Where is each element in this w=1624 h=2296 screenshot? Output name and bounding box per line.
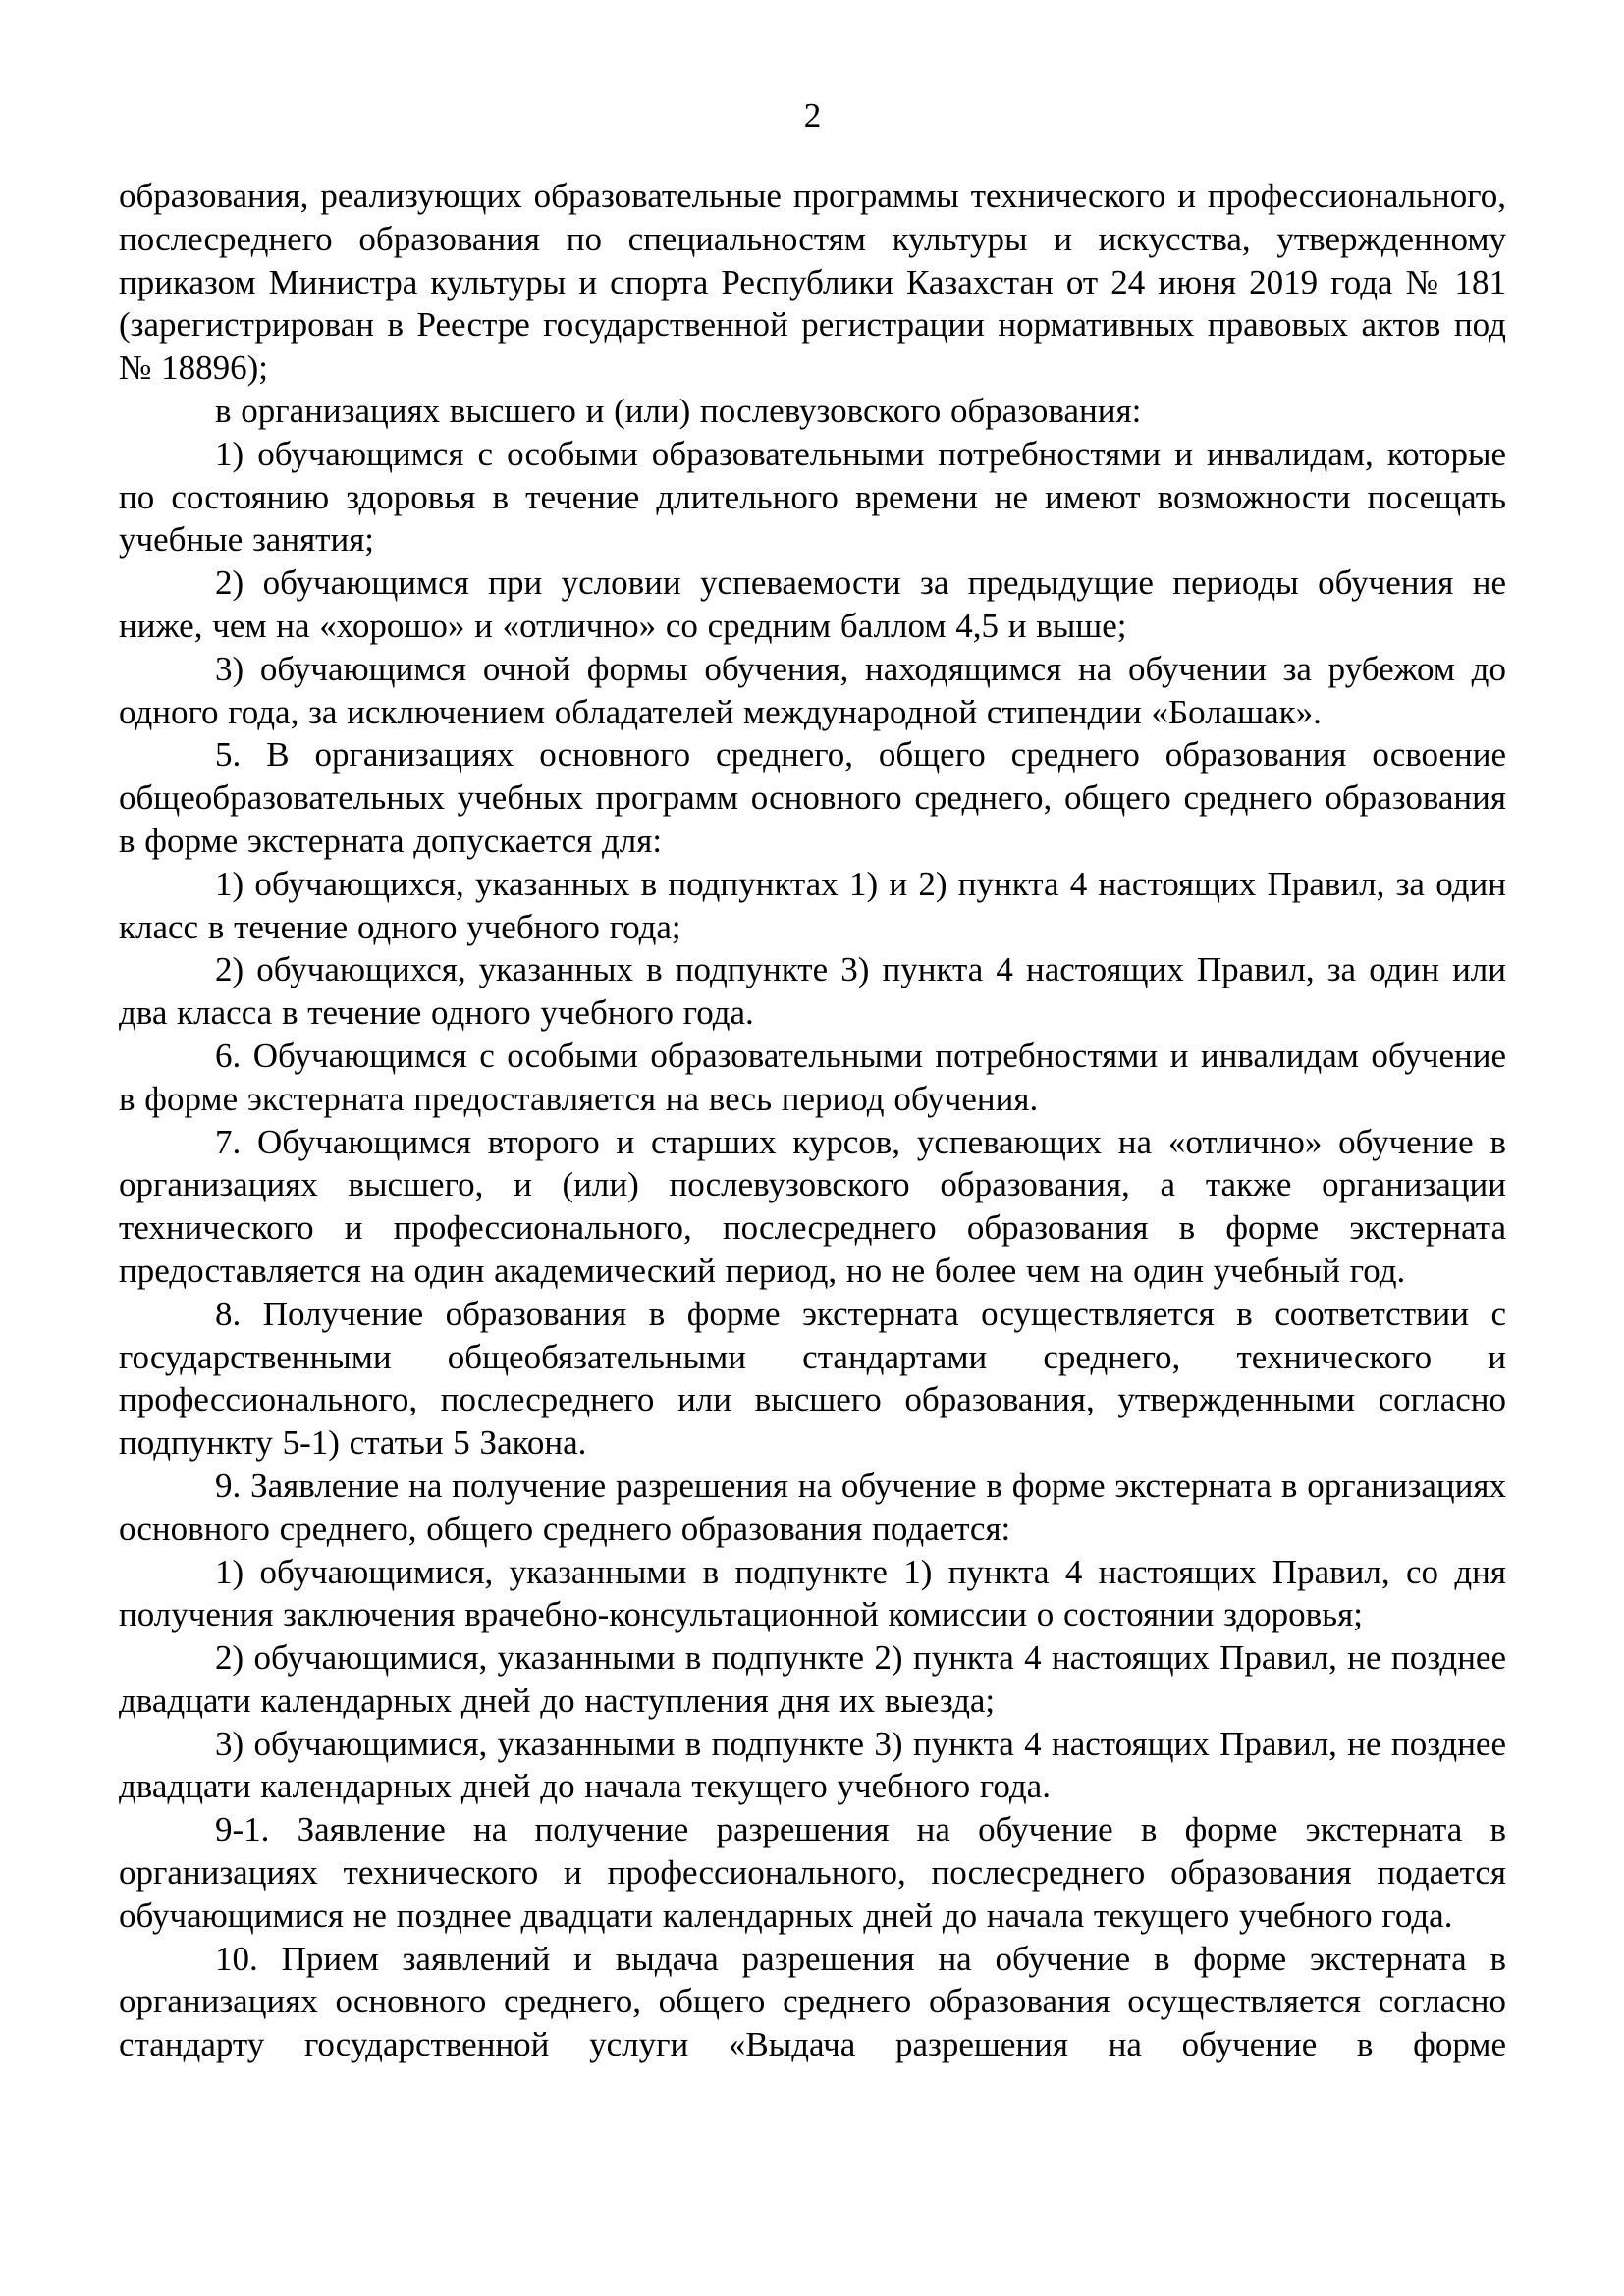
paragraph-continuation-top: образования, реализующих образовательные программы технического и профессионального, послесреднего образования по специальностям культуры и искусства, утвержденному приказом Министра культуры и спорта Республики Казахстан от 24 июня 2019 года № 181 (зарегистрирован в Реестре государственной регистрации нормативных правовых актов под № 18896); — [119, 177, 1506, 388]
paragraph-point-9-subpoint-2: 2) обучающимися, указанными в подпункте 2) пункта 4 настоящих Правил, не позднее двадцати календарных дней до наступления дня их выезда; — [119, 1638, 1506, 1720]
paragraph-subpoint-3-abroad: 3) обучающимся очной формы обучения, находящимся на обучении за рубежом до одного года, за исключением обладателей международной стипендии «Болашак». — [119, 649, 1506, 731]
paragraph-point-9-subpoint-3: 3) обучающимися, указанными в подпункте 3) пункта 4 настоящих Правил, не позднее двадцати календарных дней до начала текущего учебного года. — [119, 1724, 1506, 1806]
paragraph-subpoint-1-special-needs: 1) обучающимся с особыми образовательными потребностями и инвалидам, которые по состоянию здоровья в течение длительного времени не имеют возможности посещать учебные занятия; — [119, 434, 1506, 560]
paragraph-point-5-subpoint-1: 1) обучающихся, указанных в подпунктах 1) и 2) пункта 4 настоящих Правил, за один класс в течение одного учебного года; — [119, 864, 1506, 946]
paragraph-point-9: 9. Заявление на получение разрешения на обучение в форме экстерната в организациях основного среднего, общего среднего образования подается: — [119, 1466, 1506, 1548]
paragraph-higher-education-intro: в организациях высшего и (или) послевузовского образования: — [215, 391, 1142, 430]
document-body — [119, 175, 1506, 2066]
paragraph-point-9-subpoint-1: 1) обучающимися, указанными в подпункте 1) пункта 4 настоящих Правил, со дня получения заключения врачебно-консультационной комиссии о состоянии здоровья; — [119, 1552, 1506, 1634]
page-number: 2 — [803, 96, 822, 134]
paragraph-point-6: 6. Обучающимся с особыми образовательными потребностями и инвалидам обучение в форме экстерната предоставляется на весь период обучения. — [119, 1036, 1506, 1118]
paragraph-point-9-1: 9-1. Заявление на получение разрешения на обучение в форме экстерната в организациях технического и профессионального, послесреднего образования подается обучающимися не позднее двадцати календарных дней до начала текущего учебного года. — [119, 1810, 1506, 1935]
paragraph-point-7: 7. Обучающимся второго и старших курсов, успевающих на «отлично» обучение в организациях высшего, и (или) послевузовского образования, а также организации технического и профессионального, послесреднего образования в форме экстерната предоставляется на один академический период, но не более чем на один учебный год. — [119, 1122, 1506, 1290]
paragraph-point-8: 8. Получение образования в форме экстерната осуществляется в соответствии с государственными общеобязательными стандартами среднего, технического и профессионального, послесреднего или высшего образования, утвержденными согласно подпункту 5-1) статьи 5 Закона. — [119, 1294, 1506, 1463]
paragraph-subpoint-2-grades: 2) обучающимся при условии успеваемости за предыдущие периоды обучения не ниже, чем на «хорошо» и «отлично» со средним баллом 4,5 и выше; — [119, 563, 1506, 645]
paragraph-point-10-continues-next-page: 10. Прием заявлений и выдача разрешения на обучение в форме экстерната в организациях основного среднего, общего среднего образования осуществляется согласно стандарту государственной услуги «Выдача разрешения на обучение в форме — [119, 1939, 1506, 2064]
paragraph-point-5-subpoint-2: 2) обучающихся, указанных в подпункте 3) пункта 4 настоящих Правил, за один или два класса в течение одного учебного года. — [119, 950, 1506, 1033]
paragraph-point-5: 5. В организациях основного среднего, общего среднего образования освоение общеобразовательных учебных программ основного среднего, общего среднего образования в форме экстерната допускается для: — [119, 735, 1506, 860]
